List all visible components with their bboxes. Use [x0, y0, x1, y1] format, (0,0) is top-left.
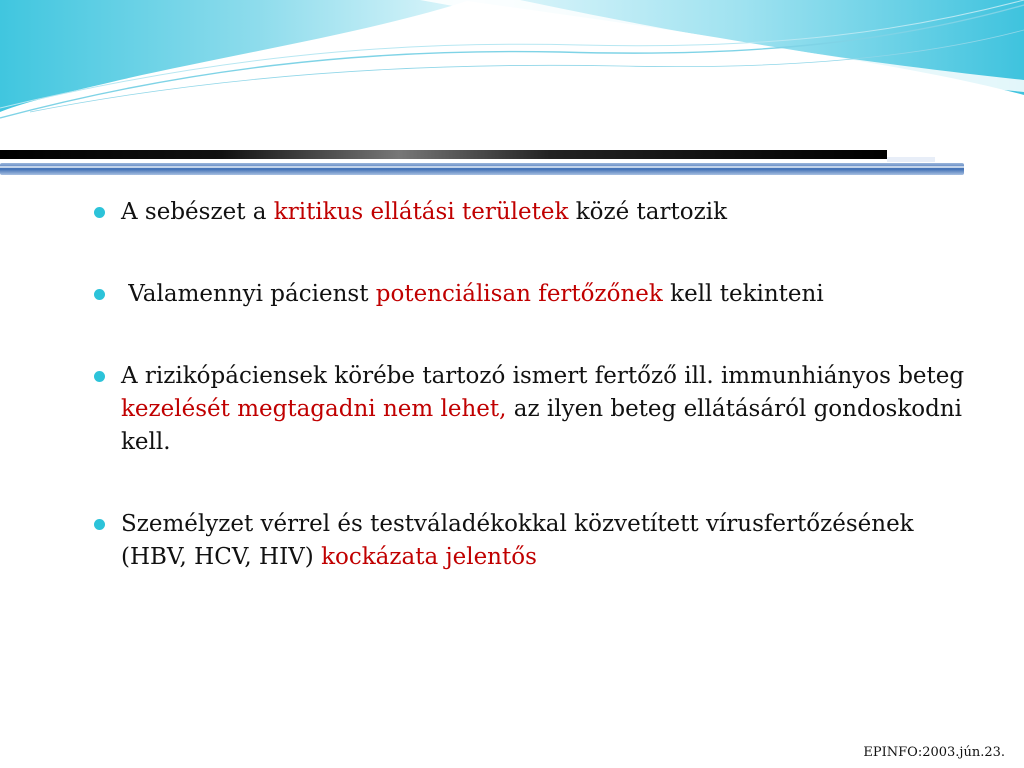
bullet-item: A rizikópáciensek körébe tartozó ismert fertőző ill. immunhiányos beteg kezelését megtagadni nem lehet, az ilyen beteg ellátásáról gondoskodni kell. — [92, 360, 972, 459]
header-wave-decoration — [0, 0, 1024, 185]
footer-text: EPINFO:2003.jún.23. — [863, 745, 1005, 760]
bullet-dot-icon — [94, 207, 105, 218]
bullet-item: Személyzet vérrel és testváladékokkal közvetített vírusfertőzésének (HBV, HCV, HIV) kockázata jelentős — [92, 508, 972, 574]
bullet-dot-icon — [94, 289, 105, 300]
divider-bar-dark — [0, 150, 887, 159]
emphasis-text: kezelését megtagadni nem lehet, — [121, 396, 507, 422]
wave-shape-left — [0, 0, 470, 112]
bullet-dot-icon — [94, 519, 105, 530]
divider-bar-highlight — [887, 157, 935, 162]
bullet-item: Valamennyi pácienst potenciálisan fertőzőnek kell tekinteni — [92, 278, 972, 311]
emphasis-text: kritikus ellátási területek — [273, 199, 569, 225]
emphasis-text: potenciálisan fertőzőnek — [375, 281, 663, 307]
divider-bar-blue-shine — [0, 166, 964, 168]
divider-bar-blue — [0, 163, 964, 175]
emphasis-text: kockázata jelentős — [321, 544, 537, 570]
bullet-item: A sebészet a kritikus ellátási területek közé tartozik — [92, 196, 972, 229]
bullet-dot-icon — [94, 371, 105, 382]
bullet-list — [92, 196, 972, 623]
